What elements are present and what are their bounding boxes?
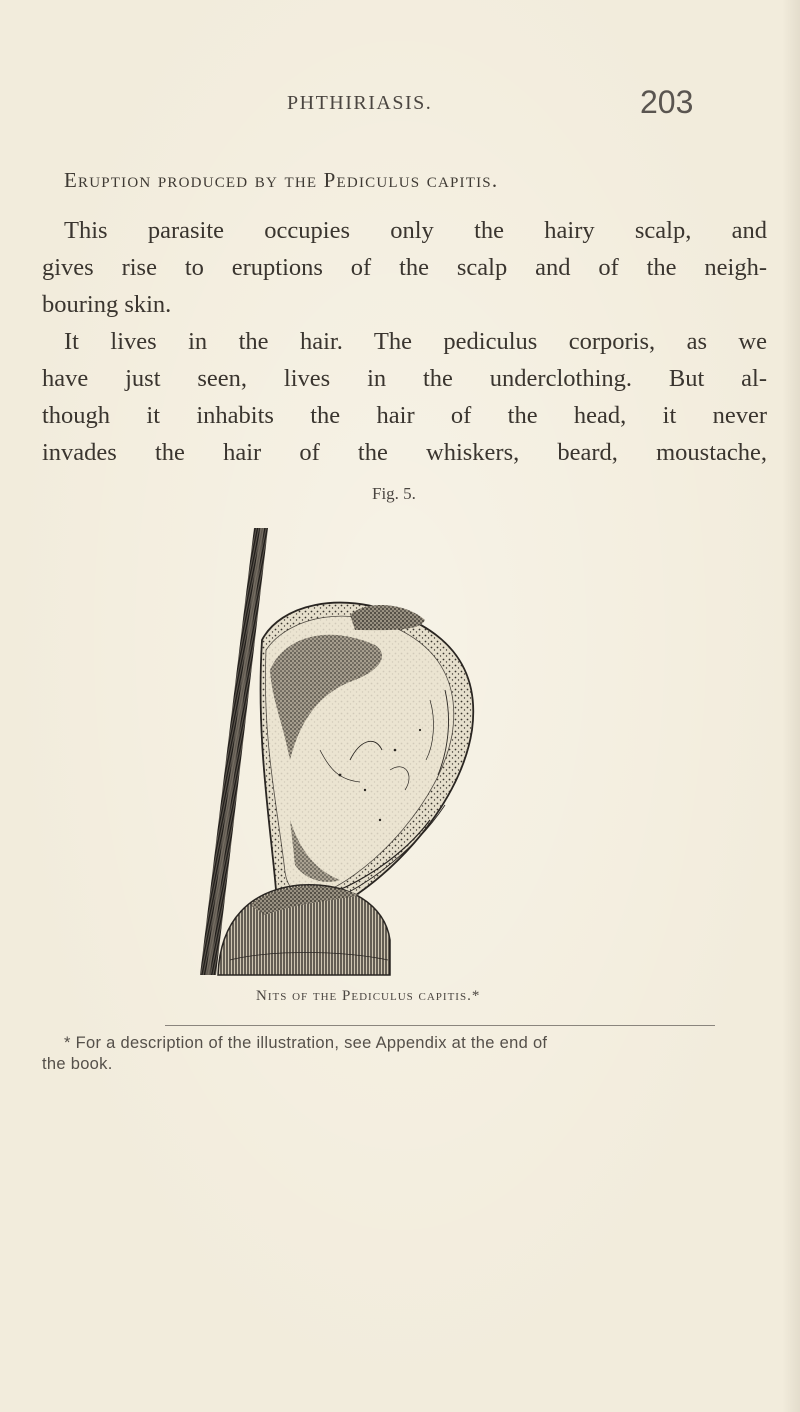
body-line: bouring skin. [42, 291, 172, 318]
page-number: 203 [640, 84, 694, 120]
footnote-line: * For a description of the illustration, see Appendix at the end of [64, 1034, 548, 1052]
footnote-line: the book. [42, 1055, 113, 1073]
lower-nit [218, 885, 390, 975]
page-edge-shadow [782, 0, 800, 1412]
figure-label: Fig. 5. [372, 484, 416, 503]
body-line: This parasite occupies only the hairy scalp, and [64, 217, 767, 244]
section-heading: Eruption produced by the Pediculus capitis. [64, 168, 499, 192]
nits-illustration [190, 520, 520, 980]
body-line: though it inhabits the hair of the head, it never [42, 402, 767, 429]
body-line: have just seen, lives in the underclothing. But al- [42, 365, 767, 392]
running-head [0, 84, 800, 128]
footnote [42, 1033, 732, 1075]
body-line: invades the hair of the whiskers, beard, moustache, [42, 439, 767, 466]
body-text [42, 212, 767, 471]
figure-caption: Nits of the Pediculus capitis.* [256, 988, 481, 1004]
body-line: It lives in the hair. The pediculus corporis, as we [64, 328, 767, 355]
running-title: PHTHIRIASIS. [287, 92, 433, 114]
engraving-svg [190, 520, 520, 980]
body-line: gives rise to eruptions of the scalp and of the neigh- [42, 254, 767, 281]
footnote-divider [165, 1025, 715, 1026]
